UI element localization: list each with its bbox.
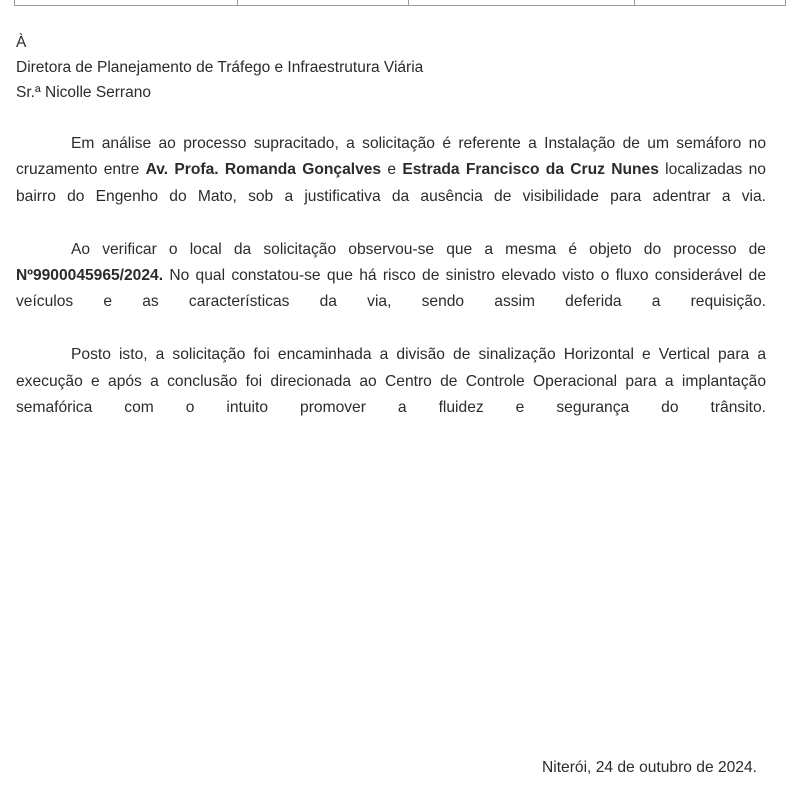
addressee-role: Diretora de Planejamento de Tráfego e Infraestrutura Viária	[16, 59, 424, 76]
paragraph-3: Posto isto, a solicitação foi encaminhada a divisão de sinalização Horizontal e Vertical para a execução e após a conclusão foi direcionada ao Centro de Controle Operacional para a implantação semafórica com o intuito promover a fluidez e segurança do trânsito.	[16, 346, 766, 417]
paragraph-2-text-2: No qual constatou-se que há risco de sinistro elevado visto o fluxo considerável de veículos e as características da via, sendo assim deferida a requisição.	[16, 267, 766, 311]
addressee-name: Sr.ª Nicolle Serrano	[16, 84, 151, 101]
footer-place-date: Niterói, 24 de outubro de 2024.	[541, 759, 757, 776]
street-name-secondary: Estrada Francisco da Cruz Nunes	[402, 161, 659, 179]
document-body	[16, 0, 766, 448]
street-name-primary: Av. Profa. Romanda Gonçalves	[145, 161, 382, 179]
paragraph-2	[16, 237, 766, 343]
addressee-block	[16, 30, 766, 105]
paragraph-1	[16, 131, 766, 237]
addressee-salutation: À	[16, 34, 27, 51]
process-number: Nº9900045965/2024.	[16, 267, 164, 285]
paragraph-2-text-1: Ao verificar o local da solicitação observou-se que a mesma é objeto do processo de	[71, 240, 766, 258]
paragraph-1-text-3: localizadas no bairro do Engenho do Mato, sob a justificativa da ausência de visibilidade para adentrar a via.	[16, 161, 766, 205]
paragraph-1-text-2: e	[381, 161, 403, 179]
letter-body	[16, 131, 766, 448]
paragraph-1-text-1: Em análise ao processo supracitado, a solicitação é referente a Instalação de um semáforo no cruzamento entre	[16, 135, 766, 179]
